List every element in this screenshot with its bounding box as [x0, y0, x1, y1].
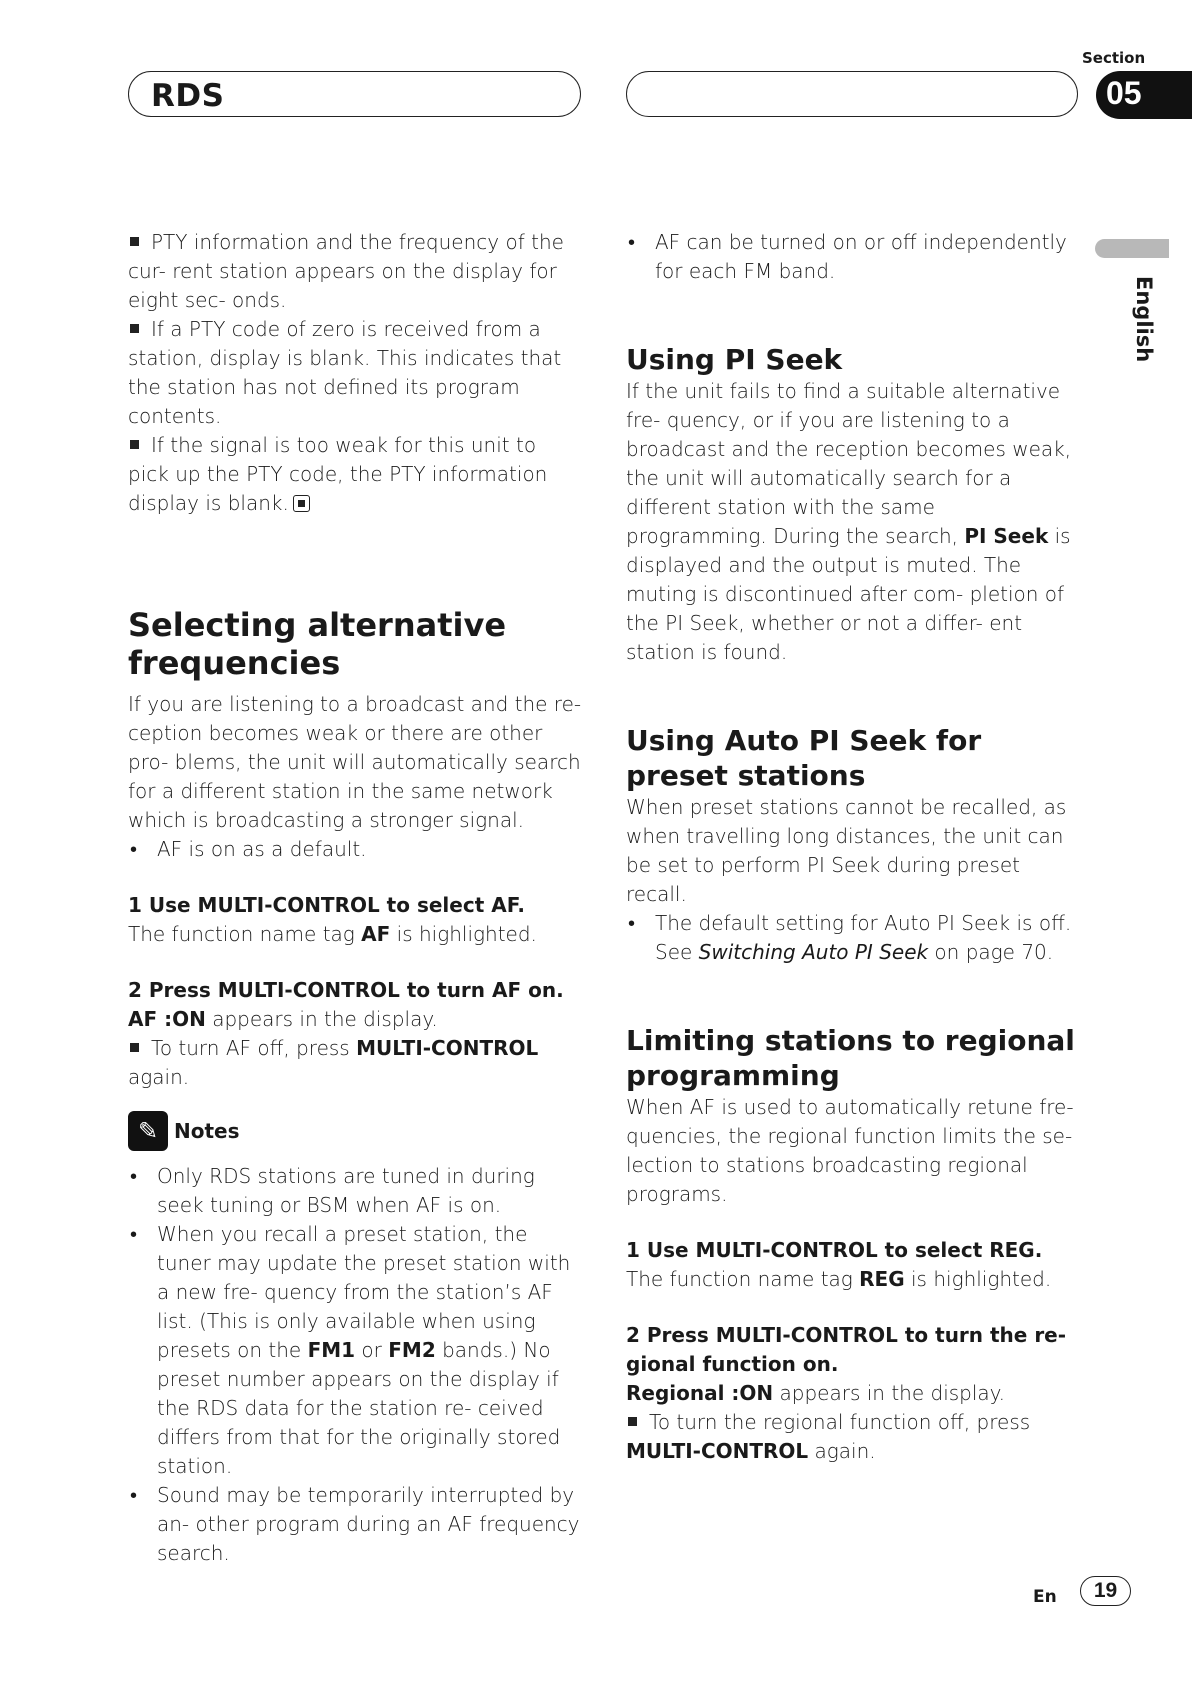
subsection-heading: Limiting stations to regional programming — [626, 1024, 1075, 1092]
notes-label: Notes — [174, 1119, 240, 1143]
section-number: 05 — [1106, 75, 1142, 111]
pencil-note-icon: ✎ — [128, 1111, 168, 1151]
subsection-heading: Using Auto PI Seek for preset stations — [626, 724, 982, 792]
list-item: • Sound may be temporarily interrupted by an- other program during an AF frequency search. — [128, 1481, 583, 1568]
language-tab — [1095, 239, 1169, 258]
language-label: English — [1132, 276, 1156, 363]
header-title: RDS — [151, 78, 225, 114]
paragraph: When AF is used to automatically retune fre- quencies, the regional function limits the se- lection to stations broadcasting regional programs. — [626, 1095, 1074, 1206]
page-number: 19 — [1080, 1576, 1131, 1606]
square-bullet-icon — [130, 324, 139, 333]
section-heading: Selecting alternative frequencies — [128, 606, 507, 682]
step-heading: 2 Press MULTI-CONTROL to turn AF on. — [128, 978, 564, 1002]
list-item: If a PTY code of zero is received from a station, display is blank. This indicates that the station has not defined its program contents. — [128, 317, 562, 428]
list-item: • AF is on as a default. — [128, 835, 583, 864]
list-item: To turn AF off, press MULTI-CONTROL again. — [128, 1036, 539, 1089]
list-item: To turn the regional function off, press MULTI-CONTROL again. — [626, 1410, 1031, 1463]
paragraph: If you are listening to a broadcast and the re- ception becomes weak or there are other pro- blems, the unit will automatically search for a different station in the same network which is broadcasting a stronger signal. — [128, 692, 582, 832]
paragraph: When preset stations cannot be recalled, as when travelling long distances, the unit can be set to perform PI Seek during preset recall. — [626, 795, 1067, 906]
square-bullet-icon — [130, 440, 139, 449]
paragraph: Regional :ON appears in the display. — [626, 1381, 1006, 1405]
list-item: • The default setting for Auto PI Seek is off. See Switching Auto PI Seek on page 70. — [626, 909, 1081, 967]
left-column — [128, 228, 583, 1568]
right-column — [626, 228, 1081, 1466]
square-bullet-icon — [628, 1417, 637, 1426]
paragraph: The function name tag REG is highlighted. — [626, 1267, 1052, 1291]
subsection-heading: Using PI Seek — [626, 343, 843, 376]
end-of-section-icon — [293, 495, 310, 512]
section-tab — [1096, 71, 1192, 119]
paragraph: If the unit fails to find a suitable alternative fre- quency, or if you are listening to a broadcast and the reception becomes weak, the unit will automatically search for a different station with the same programming. During the search, PI Seek is displayed and the output is muted. The muting is discontinued after com- pletion of the PI Seek, whether or not a differ- ent station is found. — [626, 379, 1072, 664]
section-label: Section — [1082, 49, 1146, 67]
list-item: PTY information and the frequency of the cur- rent station appears on the display for eight sec- onds. — [128, 230, 564, 312]
header-bar-left — [128, 71, 581, 117]
square-bullet-icon — [130, 237, 139, 246]
paragraph: AF :ON appears in the display. — [128, 1007, 438, 1031]
list-item: • AF can be turned on or off independently for each FM band. — [626, 228, 1081, 286]
list-item: • When you recall a preset station, the tuner may update the preset station with a new fre- quency from the station’s AF list. (This is only available when using presets on the FM1 or FM2 bands.) No preset number appears on the display if the RDS data for the station re- ceived differs from that for the originally stored station. — [128, 1220, 583, 1481]
header-bar-right — [626, 71, 1078, 117]
step-heading: 1 Use MULTI-CONTROL to select AF. — [128, 893, 526, 917]
step-heading: 1 Use MULTI-CONTROL to select REG. — [626, 1238, 1043, 1262]
list-item: • Only RDS stations are tuned in during seek tuning or BSM when AF is on. — [128, 1162, 583, 1220]
square-bullet-icon — [130, 1043, 139, 1052]
step-heading: 2 Press MULTI-CONTROL to turn the re- gional function on. — [626, 1323, 1067, 1376]
notes-header — [128, 1110, 583, 1152]
language-code: En — [1033, 1587, 1057, 1607]
paragraph: The function name tag AF is highlighted. — [128, 922, 537, 946]
list-item: If the signal is too weak for this unit to pick up the PTY code, the PTY information display is blank. — [128, 433, 548, 515]
